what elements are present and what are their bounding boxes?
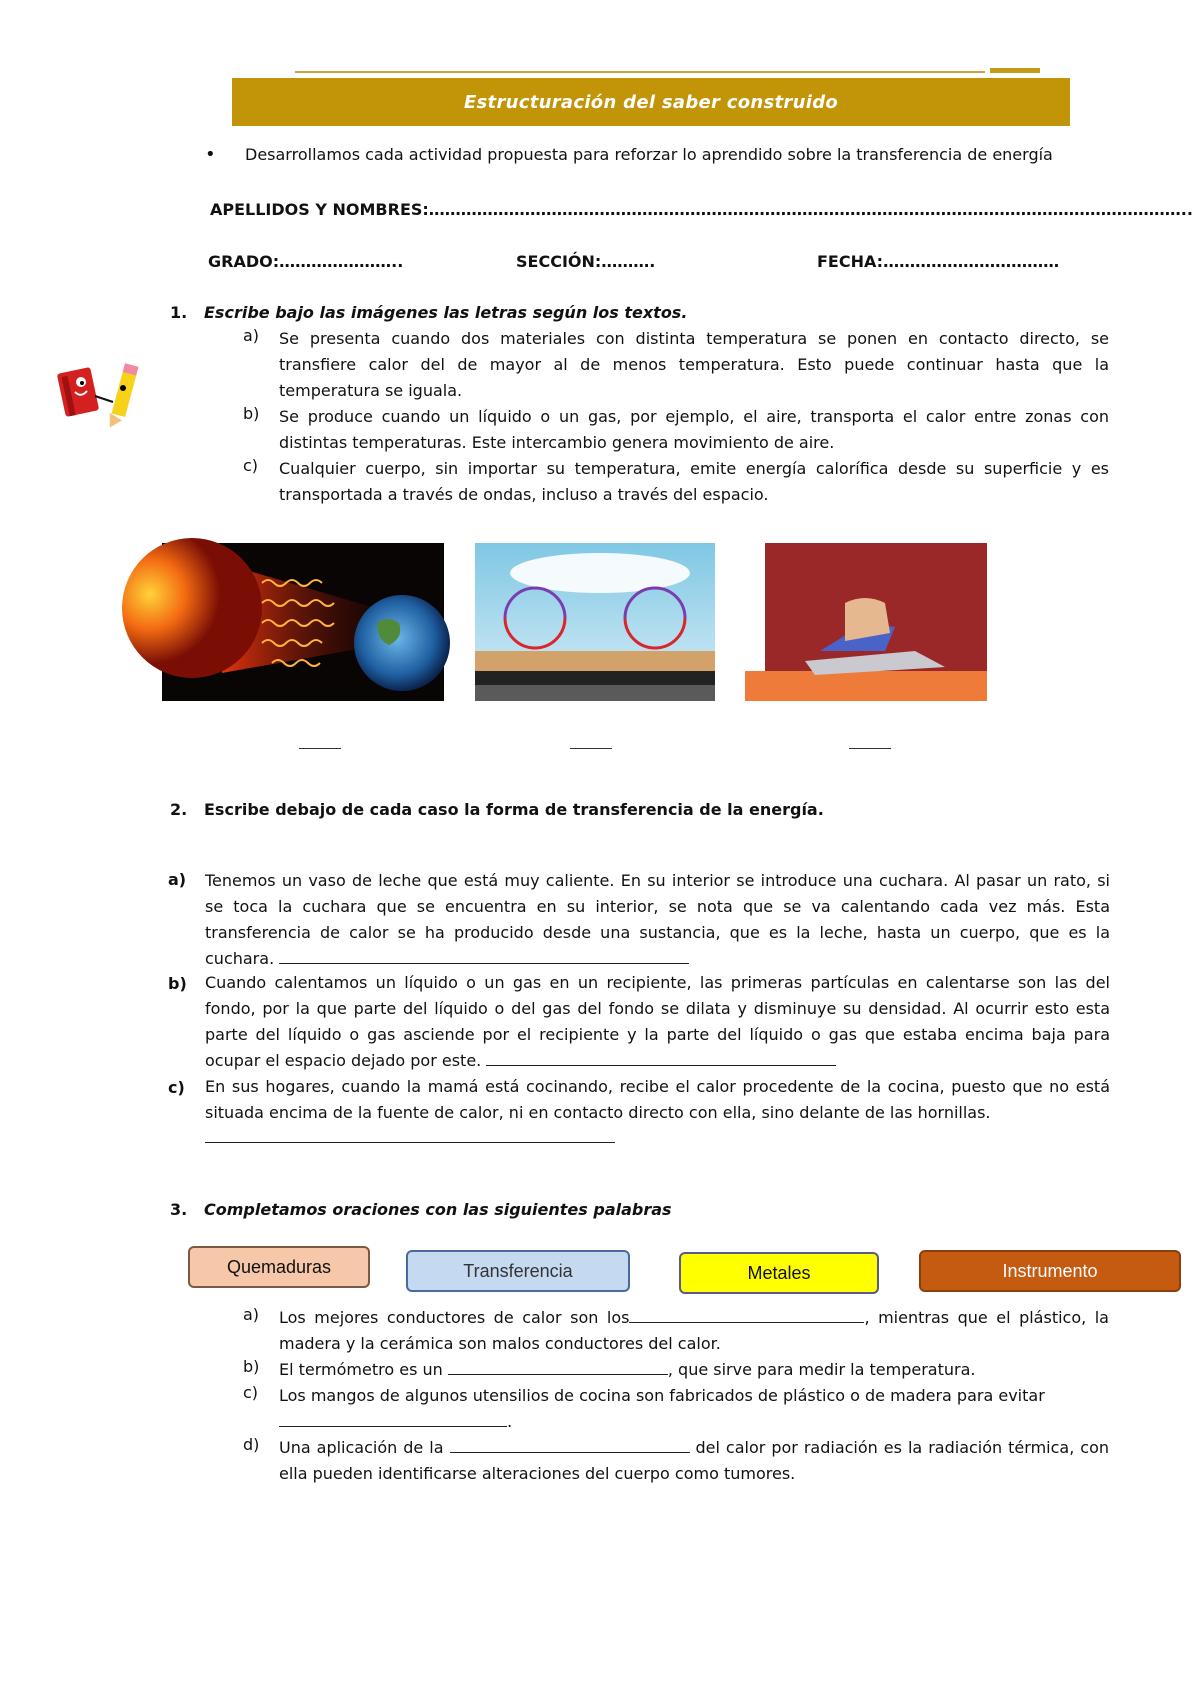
sun-earth-radiation-image	[162, 543, 444, 701]
q3-item-b	[279, 1357, 1109, 1383]
q2-item-b	[205, 970, 1110, 1074]
q2-title: Escribe debajo de cada caso la forma de transferencia de la energía.	[204, 800, 824, 819]
q2-item-a	[205, 868, 1110, 972]
answer-blank-3[interactable]	[849, 748, 891, 749]
q3-item-b-before: El termómetro es un	[279, 1360, 443, 1379]
q1-item-c-letter: c)	[243, 456, 259, 475]
iron-conduction-image	[745, 543, 987, 701]
q3-item-d-blank[interactable]	[450, 1436, 690, 1453]
q1-number: 1.	[170, 303, 188, 322]
q1-item-a-letter: a)	[243, 326, 260, 345]
grado-field[interactable]: GRADO:…………………..	[208, 252, 404, 271]
q3-item-c	[279, 1383, 1109, 1435]
q2-item-c-letter: c)	[168, 1078, 185, 1097]
convection-air-image	[475, 543, 715, 701]
bullet-icon: •	[205, 144, 216, 165]
q2-item-a-letter: a)	[168, 870, 187, 889]
word-quemaduras[interactable]: Quemaduras	[188, 1246, 370, 1288]
seccion-field[interactable]: SECCIÓN:……….	[516, 252, 656, 271]
section-banner	[232, 78, 1070, 126]
q2-item-c-text: En sus hogares, cuando la mamá está cocinando, recibe el calor procedente de la cocina, puesto que no está situada encima de la fuente de calor, ni en contacto directo con ella, sino delante de las hornillas.	[205, 1077, 1110, 1122]
fecha-field[interactable]: FECHA:……………………………	[817, 252, 1060, 271]
q3-item-a	[279, 1305, 1109, 1357]
q1-item-c-text: Cualquier cuerpo, sin importar su temperatura, emite energía calorífica desde su superficie y es transportada a través de ondas, incluso a través del espacio.	[279, 459, 1109, 504]
word-metales[interactable]: Metales	[679, 1252, 879, 1294]
q3-item-b-after: , que sirve para medir la temperatura.	[667, 1360, 976, 1379]
q3-number: 3.	[170, 1200, 188, 1219]
apellidos-field[interactable]: APELLIDOS Y NOMBRES:……………………………………………………………………………………………………………………………..	[210, 200, 1193, 219]
q2-item-a-blank[interactable]	[279, 947, 689, 964]
q3-item-b-letter: b)	[243, 1357, 260, 1376]
word-transferencia[interactable]: Transferencia	[406, 1250, 630, 1292]
q2-item-b-letter: b)	[168, 974, 187, 993]
q3-item-c-blank[interactable]	[279, 1410, 507, 1427]
q3-item-c-letter: c)	[243, 1383, 259, 1402]
q3-item-c-before: Los mangos de algunos utensilios de cocina son fabricados de plástico o de madera para evitar	[279, 1386, 1045, 1405]
header-rule	[295, 71, 985, 73]
q1-item-a-text: Se presenta cuando dos materiales con distinta temperatura se ponen en contacto directo, se transfiere calor del de mayor al de menos temperatura. Esto puede continuar hasta que la temperatura se iguala.	[279, 329, 1109, 400]
banner-title: Estructuración del saber construido	[463, 91, 839, 113]
q3-item-a-blank[interactable]	[629, 1306, 864, 1323]
q3-item-a-after: , mientras que el plástico, la madera y la cerámica son malos conductores del calor.	[279, 1308, 1109, 1353]
q3-item-c-after: .	[507, 1412, 513, 1431]
answer-blank-2[interactable]	[570, 748, 612, 749]
q3-item-b-blank[interactable]	[448, 1358, 668, 1375]
q1-title: Escribe bajo las imágenes las letras según los textos.	[204, 303, 688, 322]
word-instrumento[interactable]: Instrumento	[919, 1250, 1181, 1292]
answer-blank-1[interactable]	[299, 748, 341, 749]
q3-item-d-letter: d)	[243, 1435, 260, 1454]
q2-item-a-text: Tenemos un vaso de leche que está muy caliente. En su interior se introduce una cuchara. Al pasar un rato, si se toca la cuchara que se encuentra en su interior, se nota que se va calentando cada vez más. Esta transferencia de calor se ha producido desde una sustancia, que es la leche, hasta un cuerpo, que es la cuchara.	[205, 871, 1110, 968]
q1-item-b-text: Se produce cuando un líquido o un gas, por ejemplo, el aire, transporta el calor entre zonas con distintas temperaturas. Este intercambio genera movimiento de aire.	[279, 407, 1109, 452]
q2-item-b-blank[interactable]	[486, 1049, 836, 1066]
q3-title: Completamos oraciones con las siguientes palabras	[204, 1200, 672, 1219]
book-pencil-mascot-icon	[55, 358, 155, 430]
header-rule-accent	[990, 68, 1040, 73]
q3-item-a-letter: a)	[243, 1305, 260, 1324]
q3-item-a-before: Los mejores conductores de calor son los	[279, 1308, 630, 1327]
q3-item-d	[279, 1435, 1109, 1487]
intro-text: Desarrollamos cada actividad propuesta para reforzar lo aprendido sobre la transferencia de energía	[245, 145, 1053, 164]
q2-item-b-text: Cuando calentamos un líquido o un gas en un recipiente, las primeras partículas en calentarse son las del fondo, por la que parte del líquido o del gas del fondo se dilata y disminuye su densidad. Al ocurrir esto esta parte del líquido o gas asciende por el recipiente y la parte del líquido o gas que estaba encima baja para ocupar el espacio dejado por este.	[205, 973, 1110, 1070]
q3-item-d-after: del calor por radiación es la radiación térmica, con ella pueden identificarse alteraciones del cuerpo como tumores.	[279, 1438, 1110, 1483]
q3-item-d-before: Una aplicación de la	[279, 1438, 444, 1457]
q1-item-b-letter: b)	[243, 404, 260, 423]
q2-number: 2.	[170, 800, 188, 819]
q2-item-c-blank[interactable]	[205, 1142, 615, 1143]
